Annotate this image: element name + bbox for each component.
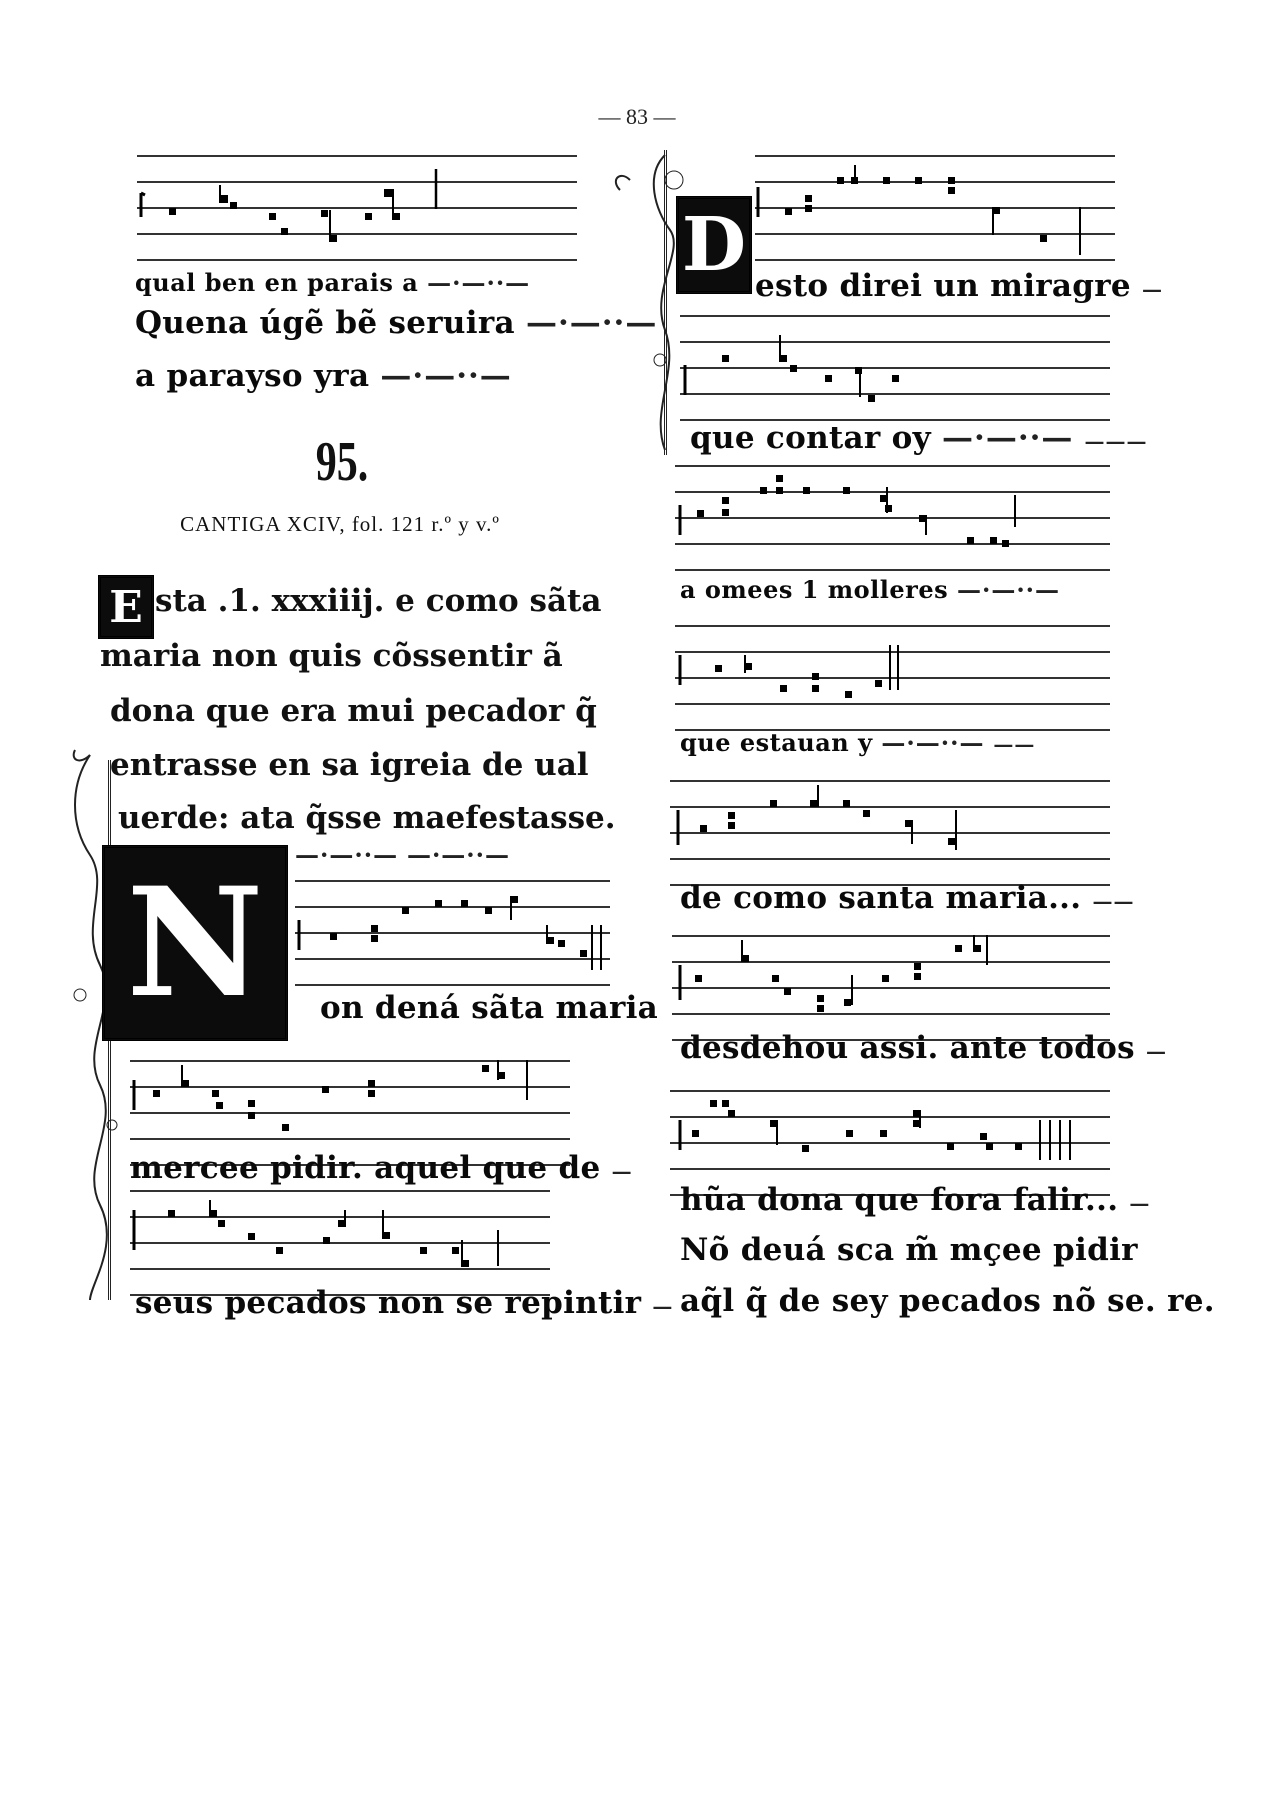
neumes-r-staff-5 (670, 780, 1110, 890)
neumes-r-staff-4 (675, 625, 1110, 735)
verse-text: de como santa maria... (680, 880, 1082, 916)
lyric-line (680, 575, 1060, 604)
ornament-flourish (610, 150, 680, 470)
cantiga-subtitle: CANTIGA XCIV, fol. 121 r.º y v.º (180, 512, 500, 536)
verse-line: de como santa maria... —— (680, 880, 1135, 916)
verse-line: mercee pidir. aquel que de — (130, 1150, 633, 1186)
neumes-r-staff-3 (675, 465, 1110, 575)
lyric-text: a omees 1 molleres (680, 575, 949, 604)
initial-D: D (676, 196, 752, 294)
rest-marks: —·—··— (406, 840, 511, 869)
verse-line (135, 305, 657, 341)
rest-marks: —·—··— (525, 305, 658, 341)
rest-marks: —·—··— (295, 840, 399, 869)
verse-text: desdehou assi. ante todos (680, 1030, 1135, 1066)
rest-marks: —·—··— (881, 728, 985, 757)
rubric-line: sta .1. xxxiiij. e como sãta (155, 583, 602, 619)
verse-text: seus pecados non se repintir (135, 1285, 642, 1321)
rest-marks: —·—··— (427, 268, 531, 297)
rubric-line: dona que era mui pecador q̃ (110, 693, 597, 729)
neumes-r-staff-2 (680, 315, 1110, 425)
verse-text: Quena úgẽ bẽ seruira (135, 305, 515, 341)
initial-N: N (102, 845, 288, 1041)
neumes-r-staff-6 (672, 935, 1110, 1045)
rubric-line: uerde: ata q̃sse maefestasse. (118, 800, 616, 836)
verse-text: hũa dona que fora falir... (680, 1182, 1119, 1218)
initial-E: E (98, 575, 154, 639)
verse-line: que contar oy —·—··— ——— (690, 420, 1148, 456)
rubric-line: entrasse en sa igreia de ual (110, 747, 589, 783)
verse-line: esto direi un miragre — (755, 268, 1164, 304)
neumes-staff-4 (130, 1190, 550, 1300)
lyric-text: qual ben en parais a (135, 268, 419, 297)
rest-marks: —·—··— (380, 358, 512, 394)
rest-line (295, 840, 510, 869)
verse-line: hũa dona que fora falir... — (680, 1182, 1151, 1218)
lyric-line (135, 268, 530, 297)
verse-line: aq̃l q̃ de sey pecados nõ se. re. (680, 1283, 1215, 1319)
lyric-text: que estauan y (680, 728, 873, 757)
lyric-line: que estauan y —·—··— —— (680, 728, 1036, 757)
verse-line: desdehou assi. ante todos — (680, 1030, 1168, 1066)
verse-line (135, 358, 512, 394)
verse-text: a parayso yra (135, 358, 370, 394)
rest-marks: —·—··— (956, 575, 1061, 604)
verse-line: on dená sãta maria (320, 990, 659, 1026)
rubric-line: maria non quis cõssentir ã (100, 638, 563, 674)
verse-line: seus pecados non se repintir — (135, 1285, 674, 1321)
verse-text: mercee pidir. aquel que de (130, 1150, 601, 1186)
verse-text: esto direi un miragre (755, 268, 1131, 304)
rest-marks: —·—··— (942, 420, 1074, 456)
neumes-staff-1 (137, 155, 577, 265)
page-number: — 83 — (598, 104, 676, 129)
neumes-staff-2 (295, 880, 610, 990)
verse-line: Nõ deuá sca m̃ mçee pidir (680, 1232, 1138, 1268)
cantiga-number: 95. (315, 431, 369, 493)
neumes-r-staff-1 (755, 155, 1115, 265)
verse-text: que contar oy (690, 420, 931, 456)
